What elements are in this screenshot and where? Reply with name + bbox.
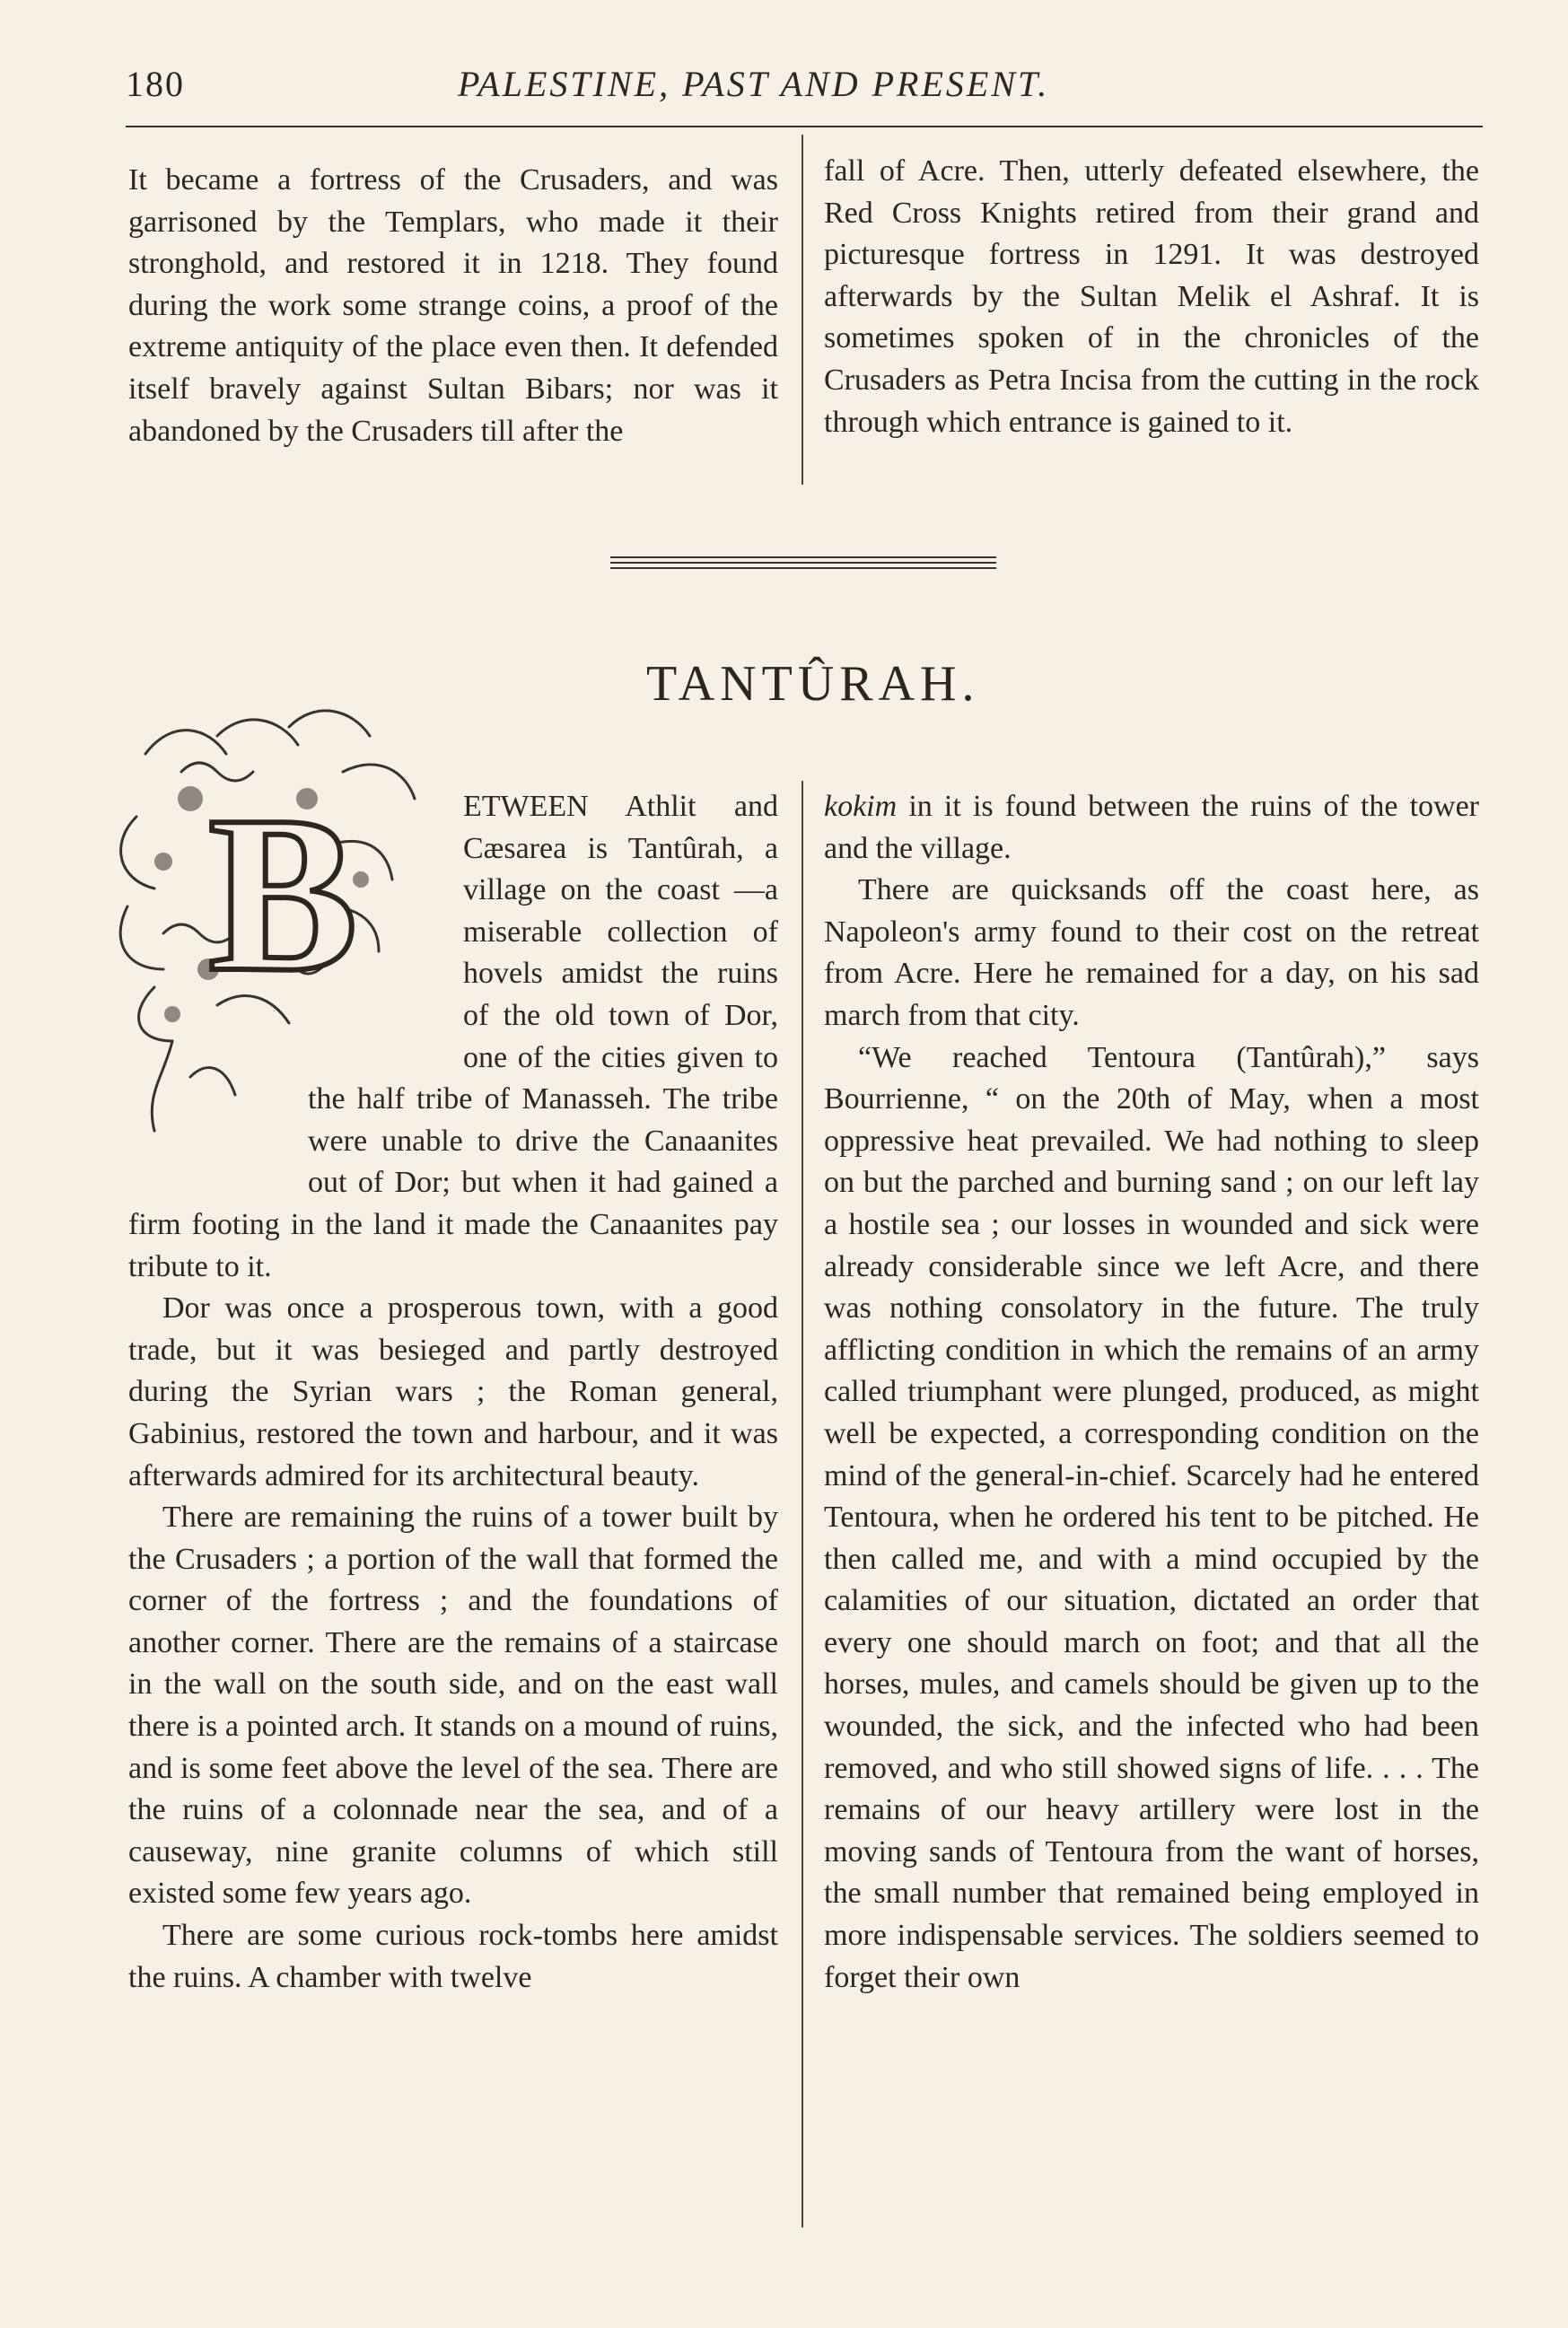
- paragraph: “We reached Tentoura (Tantûrah),” says Bourrienne, “ on the 20th of May, when a most oppressive heat prevailed. We had nothing to sleep on but the parched and burning sand ; on our left lay a hostile sea ; our losses in wounded and sick were already considerable since we left Acre, and there was nothing consolatory in the future. The truly afflicting condition in which the remains of an army called triumphant were plunged, produced, as might well be expected, a corresponding condition on the mind of the general-in-chief. Scarcely had he entered Tentoura, when he ordered his tent to be pitched. He then called me, and with a mind occupied by the calamities of our situation, dictated an order that every one should march on foot; and that all the horses, mules, and camels should be given up to the wounded, the sick, and the infected who had been removed, and who still showed signs of life. . . . The remains of our heavy artillery were lost in the moving sands of Tentoura from the want of horses, the small number that remained being employed in more indispensable services. The soldiers seemed to forget their own: [824, 1040, 1479, 1994]
- paragraph: Dor was once a prosperous town, with a good trade, but it was besieged and partly destroyed during the Syrian wars ; the Roman general, Gabinius, restored the town and harbour, and it was afterwards admired for its architectural beauty.: [128, 1291, 778, 1492]
- paragraph: ETWEEN Athlit and Cæsarea is Tantûrah, a village on the coast —a miserable collection of hovels amidst the ruins of the old town of Dor, one of the cities given to the half tribe of Manasseh. The tribe were unable to drive the Canaanites out of Dor; but when it had gained a firm footing in the land it made the Canaanites pay tribute to it.: [128, 790, 778, 1283]
- paragraph: fall of Acre. Then, utterly defeated elsewhere, the Red Cross Knights retired from their grand and picturesque fortress in 1291. It was destroyed afterwards by the Sultan Melik el Ashraf. It is sometimes spoken of in the chronicles of the Crusaders as Petra Incisa from the cutting in the rock through which entrance is gained to it.: [824, 154, 1479, 439]
- header-rule: [126, 126, 1483, 127]
- top-right-column: [824, 151, 1479, 443]
- running-title: PALESTINE, PAST AND PRESENT.: [458, 64, 1050, 104]
- paragraph: It became a fortress of the Crusaders, and was garrisoned by the Templars, who made it their stronghold, and restored it in 1218. They found during the work some strange coins, a proof of the extreme antiquity of the place even then. It defended itself bravely against Sultan Bibars; nor was it abandoned by the Crusaders till after the: [128, 163, 778, 448]
- bottom-right-column: [824, 786, 1479, 1999]
- italic-term: kokim: [824, 790, 898, 823]
- paragraph: There are some curious rock-tombs here amidst the ruins. A chamber with twelve: [128, 1919, 778, 1994]
- section-title: TANTÛRAH.: [646, 656, 980, 712]
- drop-cap-letter: B: [208, 770, 358, 1019]
- running-head: [126, 63, 1490, 117]
- page-number: 180: [126, 64, 185, 104]
- paragraph: There are quicksands off the coast here, as Napoleon's army found to their cost on the retreat from Acre. Here he remained for a day, on his sad march from that city.: [824, 873, 1479, 1032]
- top-left-column: [128, 160, 778, 452]
- paragraph: There are remaining the ruins of a tower built by the Crusaders ; a portion of the wall that formed the corner of the fortress ; and the foundations of another corner. There are the remains of a staircase in the wall on the south side, and on the east wall there is a pointed arch. It stands on a mound of ruins, and is some feet above the level of the sea. There are the ruins of a colonnade near the sea, and of a causeway, nine granite columns of which still existed some few years ago.: [128, 1501, 778, 1911]
- paragraph: kokim in it is found between the ruins of the tower and the village.: [824, 790, 1480, 865]
- section-divider-rule: [610, 556, 996, 569]
- column-divider-top: [802, 135, 803, 485]
- bottom-left-column: [128, 786, 778, 1999]
- column-divider-bottom: [802, 781, 803, 2227]
